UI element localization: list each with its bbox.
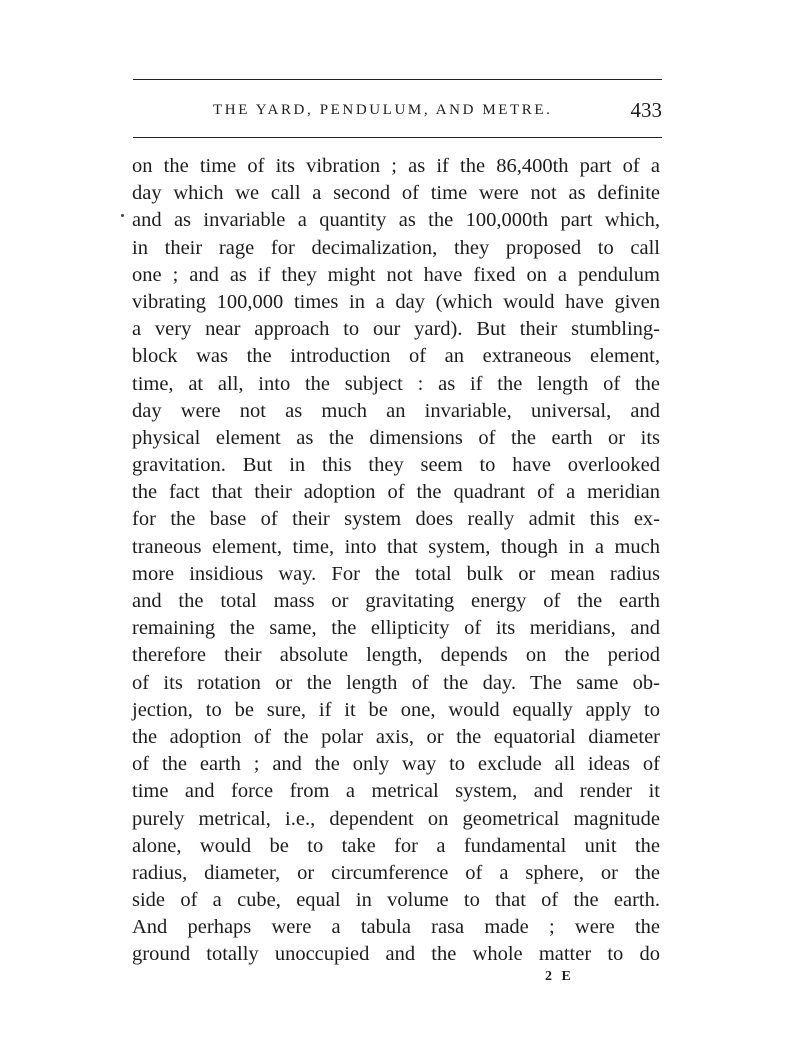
running-head xyxy=(133,96,662,126)
text-line: more insidious way. For the total bulk or mean radius xyxy=(132,562,660,585)
text-line: block was the introduction of an extraneous element, xyxy=(132,345,660,368)
text-line: jection, to be sure, if it be one, would equally apply to xyxy=(132,698,660,721)
text-line: gravitation. But in this they seem to have overlooked xyxy=(132,454,660,477)
signature-mark: 2 E xyxy=(545,969,574,984)
text-line: and the total mass or gravitating energy of the earth xyxy=(132,590,660,612)
text-line: alone, would be to take for a fundamental unit the xyxy=(132,834,660,857)
text-line: side of a cube, equal in volume to that of the earth. xyxy=(132,889,660,912)
text-line: radius, diameter, or circumference of a sphere, or the xyxy=(132,861,660,884)
text-line: purely metrical, i.e., dependent on geometrical magnitude xyxy=(132,807,660,830)
text-line: physical element as the dimensions of the earth or its xyxy=(132,426,660,449)
header-rule-top xyxy=(133,79,662,80)
text-line: the fact that their adoption of the quadrant of a meridian xyxy=(132,481,660,504)
text-line: traneous element, time, into that system, though in a much xyxy=(132,535,660,558)
text-line: remaining the same, the ellipticity of its meridians, and xyxy=(132,617,660,640)
margin-mark xyxy=(121,214,124,217)
header-rule-bottom xyxy=(133,137,662,138)
text-line: in their rage for decimalization, they proposed to call xyxy=(132,236,660,259)
text-line: therefore their absolute length, depends on the period xyxy=(132,644,660,667)
text-line: And perhaps were a tabula rasa made ; were the xyxy=(132,916,660,939)
text-line: ground totally unoccupied and the whole matter to do xyxy=(132,943,660,966)
text-line: on the time of its vibration ; as if the 86,400th part of a xyxy=(132,155,660,177)
body-text xyxy=(132,153,660,969)
text-line: vibrating 100,000 times in a day (which would have given xyxy=(132,290,660,313)
text-line: day which we call a second of time were not as definite xyxy=(132,182,660,205)
text-line: time, at all, into the subject : as if the length of the xyxy=(132,372,660,395)
page-number: 433 xyxy=(630,98,662,122)
text-line: of the earth ; and the only way to exclude all ideas of xyxy=(132,753,660,776)
text-line: time and force from a metrical system, and render it xyxy=(132,780,660,803)
text-line: for the base of their system does really admit this ex- xyxy=(132,508,660,531)
text-line: the adoption of the polar axis, or the equatorial diameter xyxy=(132,725,660,748)
text-line: one ; and as if they might not have fixed on a pendulum xyxy=(132,263,660,286)
text-line: a very near approach to our yard). But their stumbling- xyxy=(132,318,660,341)
running-title: THE YARD, PENDULUM, AND METRE. xyxy=(213,102,553,118)
text-line: day were not as much an invariable, universal, and xyxy=(132,399,660,422)
text-line: and as invariable a quantity as the 100,000th part which, xyxy=(132,209,660,232)
text-line: of its rotation or the length of the day. The same ob- xyxy=(132,671,660,694)
